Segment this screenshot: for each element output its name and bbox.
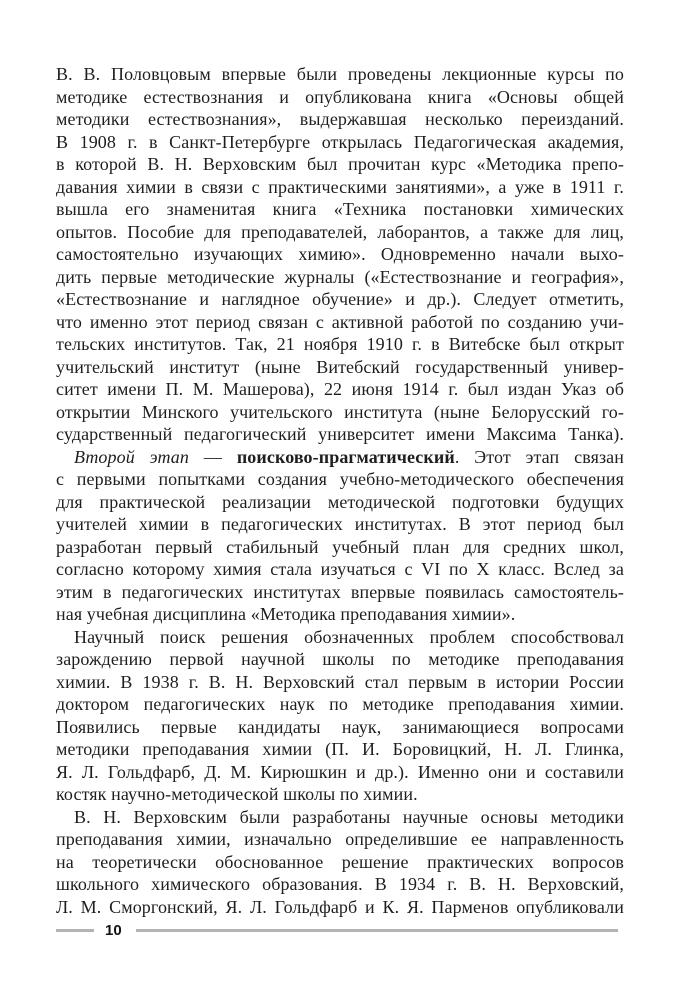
text-line [56,266,624,289]
text-line [56,626,624,649]
footer-rule-right [136,929,618,932]
text-segment: В. В. Половцовым впервые были проведены лекционные курсы по [56,64,624,84]
text-line [56,581,624,604]
text-segment: зарождению первой научной школы по методике преподавания [56,649,624,669]
page-footer [56,921,624,939]
text-line [56,468,624,491]
text-line [56,153,624,176]
text-segment: что именно этот период связан с активной работой по созданию учи- [56,311,624,332]
text-segment: разработан первый стабильный учебный план для средних школ, [56,536,624,557]
text-segment: на теоретически обоснованное решение практических вопросов [56,851,624,872]
text-segment: давания химии в связи с практическими занятиями», а уже в 1911 г. [56,176,624,197]
text-segment: . Этот этап связан [454,446,624,467]
text-line [56,378,624,401]
text-segment: «Естествознание и наглядное обучение» и др.). Следует отметить, [56,289,624,309]
text-segment-italic: Второй этап [74,446,189,467]
text-line [56,851,624,874]
text-line [56,873,624,896]
text-line [56,108,624,131]
text-segment: ная учебная дисциплина «Методика преподавания химии». [56,604,516,624]
text-line [56,738,624,761]
text-line [56,896,624,919]
text-segment: дить первые методические журналы («Естествознание и география», [56,266,624,287]
text-line [56,783,624,806]
text-line [56,401,624,424]
text-line [56,536,624,559]
text-line [56,198,624,221]
text-line [56,311,624,334]
text-segment: Л. М. Сморгонский, Я. Л. Гольдфарб и К. Я. Парменов опубликовали [56,896,624,917]
text-segment: методики естествознания», выдержавшая несколько переизданий. [56,109,624,129]
text-segment: опытов. Пособие для преподавателей, лаборантов, а также для лиц, [56,221,624,242]
text-segment: для практической реализации методической подготовки будущих [56,491,624,512]
text-line [56,423,624,446]
text-line [56,356,624,379]
text-segment: вышла его знаменитая книга «Техника постановки химических [56,199,624,219]
text-line [56,63,624,86]
text-line [56,716,624,739]
text-line [56,648,624,671]
page-number: 10 [105,921,122,939]
text-segment: в которой В. Н. Верховским был прочитан курс «Методика препо- [56,154,624,174]
text-segment: учительский институт (ныне Витебский государственный универ- [56,356,624,377]
text-segment: методике естествознания и опубликована книга «Основы общей [56,86,624,107]
text-line [56,671,624,694]
text-line [56,176,624,199]
text-line [56,693,624,716]
text-line [56,131,624,154]
text-segment: школьного химического образования. В 1934 г. В. Н. Верховский, [56,874,624,894]
text-line [56,513,624,536]
text-segment: В. Н. Верховским были разработаны научные основы методики [74,806,624,827]
text-segment: сударственный педагогический университет имени Максима Танка). [56,424,624,444]
page-text-block [56,63,624,918]
text-line [56,491,624,514]
text-segment: В 1908 г. в Санкт-Петербурге открылась Педагогическая академия, [56,131,624,152]
text-line [56,221,624,244]
text-segment: тельских институтов. Так, 21 ноября 1910 г. в Витебске был открыт [56,334,624,354]
text-segment: Я. Л. Гольдфарб, Д. М. Кирюшкин и др.). Именно они и составили [56,761,624,782]
text-line [56,446,624,469]
text-segment: ситет имени П. М. Машерова), 22 июня 1914 г. был издан Указ об [56,379,624,399]
text-line [56,828,624,851]
footer-rule-left [56,929,94,932]
text-line [56,333,624,356]
text-segment: методики преподавания химии (П. И. Боровицкий, Н. Л. Глинка, [56,739,624,759]
text-line [56,603,624,626]
text-segment: преподавания химии, изначально определившие ее направленность [56,829,624,849]
text-segment-bold: поисково-прагматический [236,446,455,467]
text-segment: с первыми попытками создания учебно-методического обеспечения [56,469,624,489]
text-line [56,761,624,784]
text-segment: самостоятельно изучающих химию». Одновременно начали выхо- [56,244,624,264]
text-segment: согласно которому химия стала изучаться с VI по X класс. Вслед за [56,559,624,579]
text-line [56,243,624,266]
text-segment: химии. В 1938 г. В. Н. Верховский стал первым в истории России [56,671,624,692]
text-line [56,86,624,109]
text-segment: костяк научно-методической школы по химии. [56,784,418,804]
text-line [56,806,624,829]
text-line [56,288,624,311]
text-segment: Появились первые кандидаты наук, занимающиеся вопросами [56,716,624,737]
text-segment: открытии Минского учительского института (ныне Белорусский го- [56,401,624,422]
text-line [56,558,624,581]
text-segment: этим в педагогических институтах впервые появилась самостоятель- [56,581,624,602]
text-segment: — [189,446,237,467]
text-segment: учителей химии в педагогических институтах. В этот период был [56,514,624,534]
text-segment: доктором педагогических наук по методике преподавания химии. [56,694,624,714]
text-segment: Научный поиск решения обозначенных проблем способствовал [74,626,624,647]
